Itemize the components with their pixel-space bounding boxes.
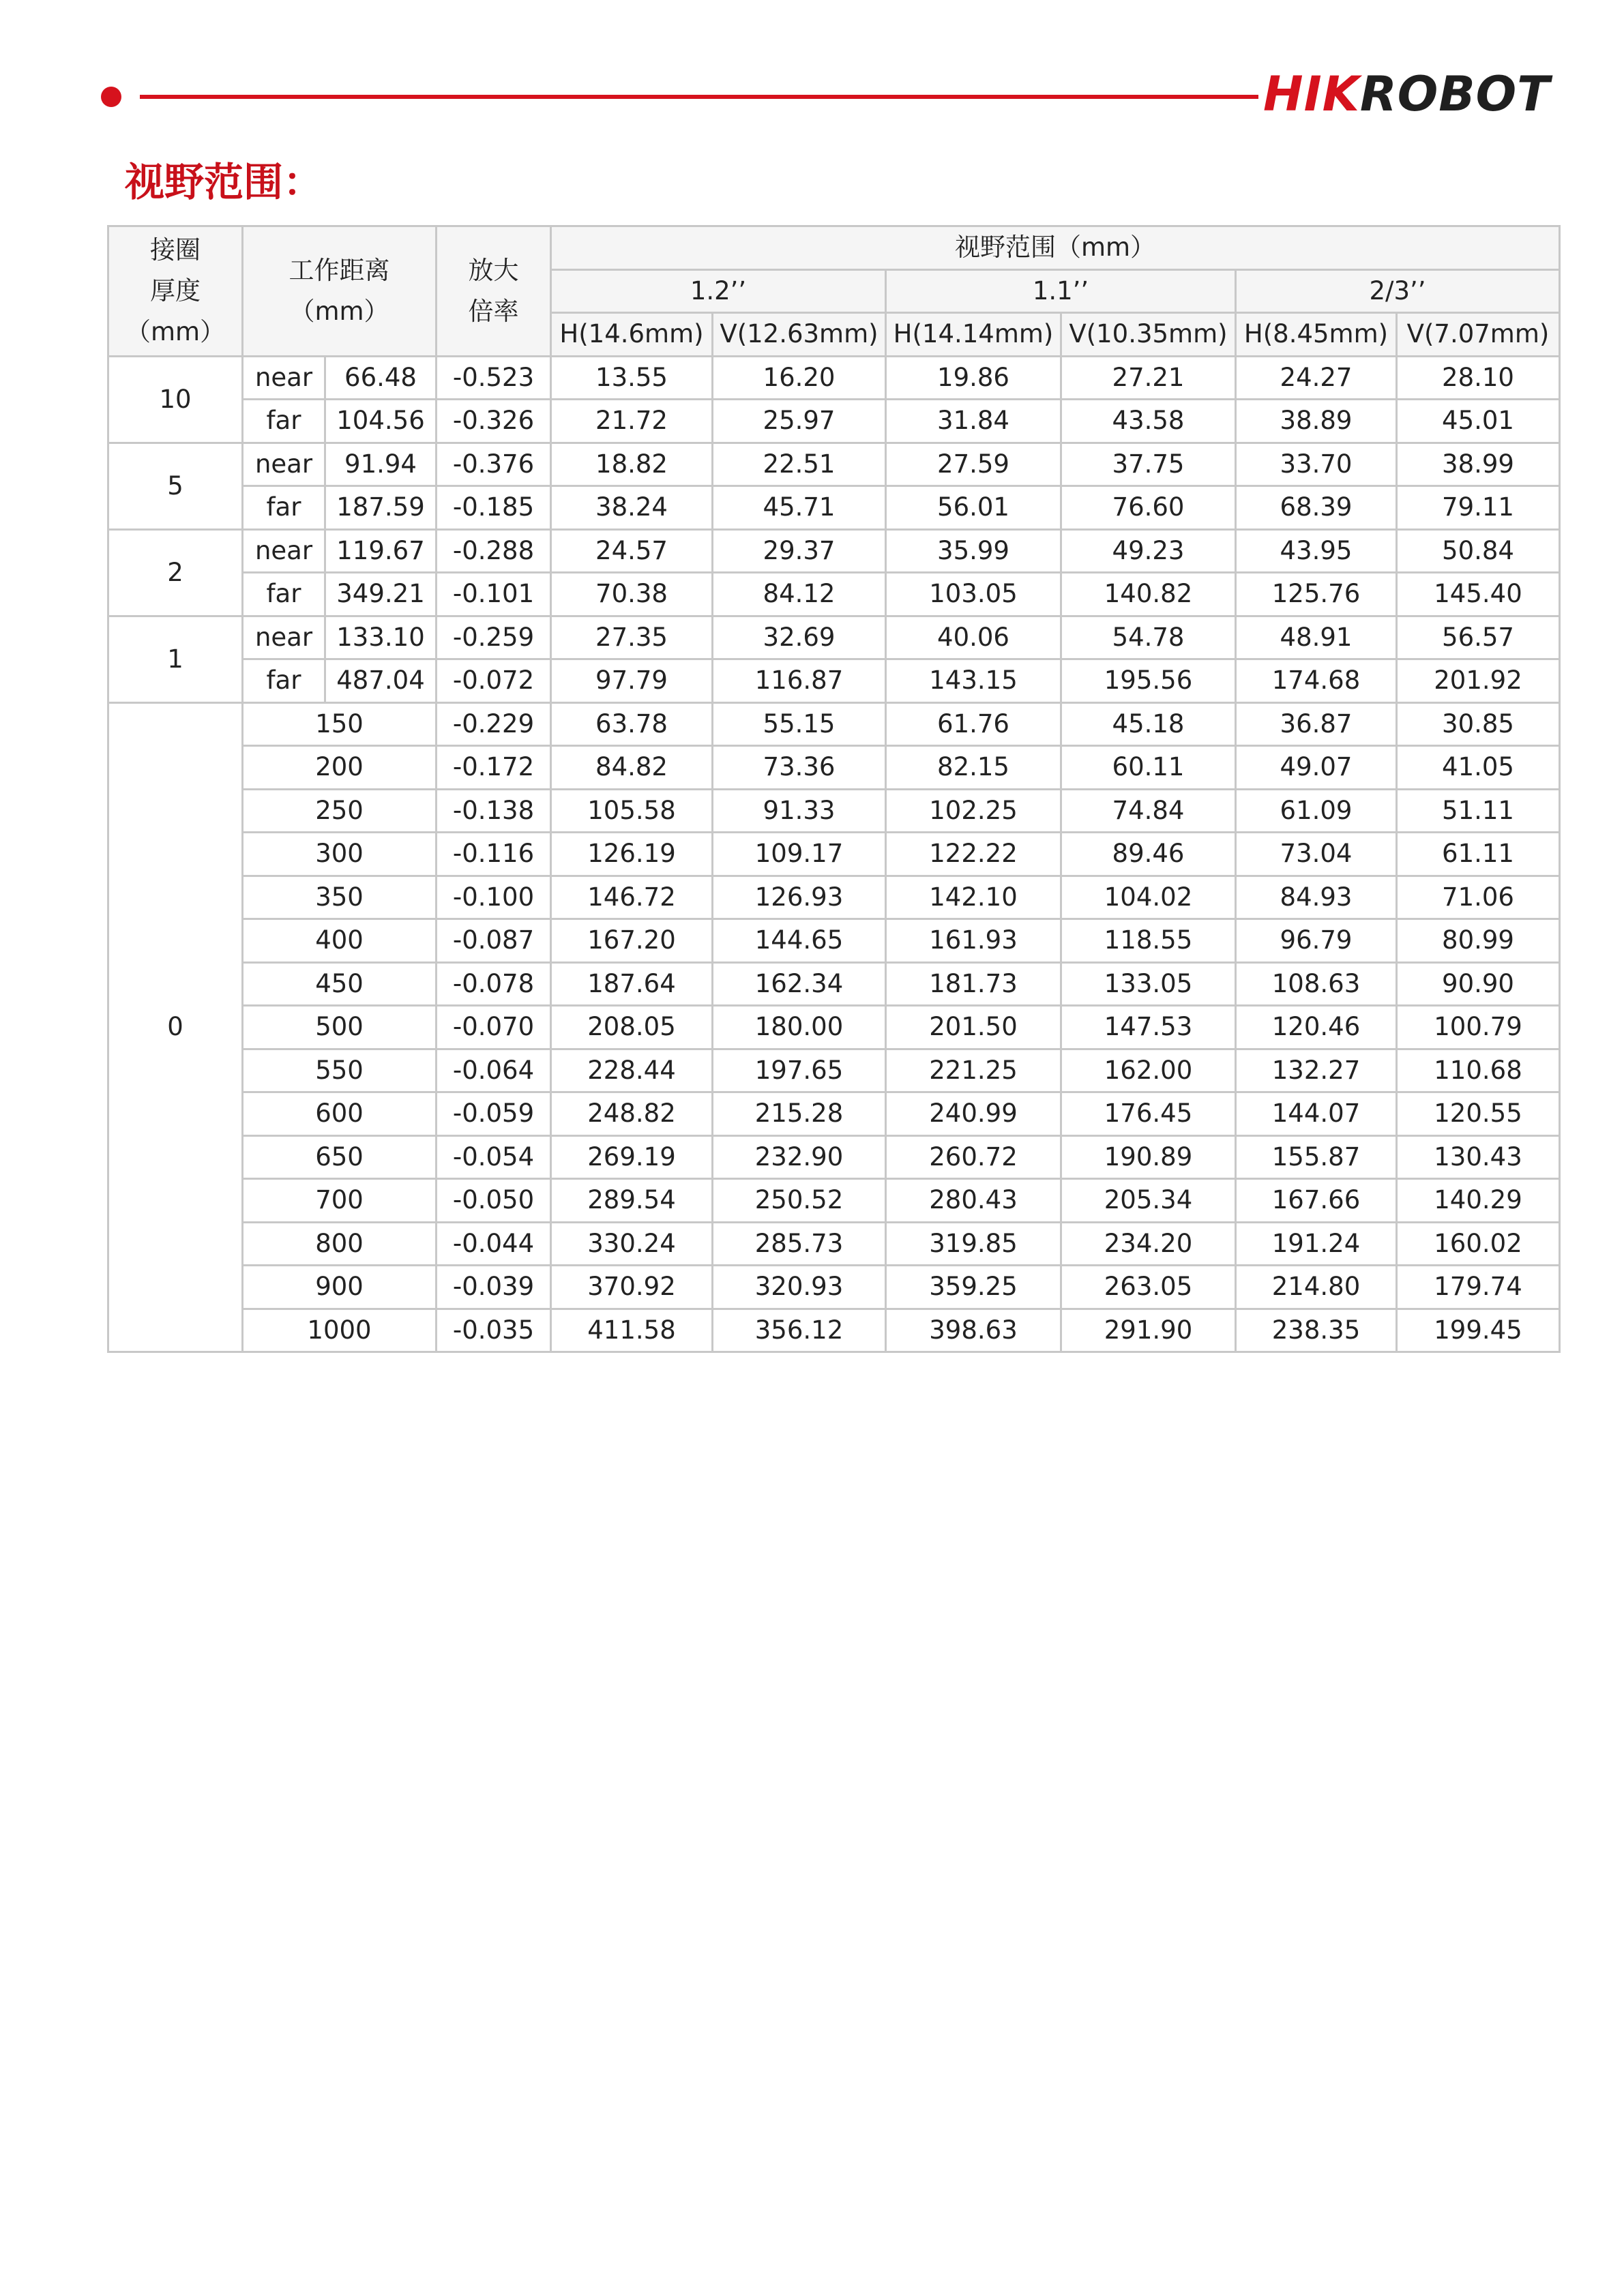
magnification-cell: -0.054 [437,1135,551,1179]
fov-value-cell: 40.06 [886,616,1061,659]
fov-value-cell: 49.07 [1236,746,1397,790]
working-distance-cell: 250 [243,789,437,833]
section-title: 视野范围： [125,159,323,205]
ring-thickness-cell: 10 [108,356,243,443]
working-distance-cell: 487.04 [325,659,437,703]
fov-value-cell: 82.15 [886,746,1061,790]
fov-value-cell: 49.23 [1061,529,1236,573]
fov-value-cell: 398.63 [886,1309,1061,1352]
working-distance-cell: 400 [243,919,437,963]
fov-value-cell: 181.73 [886,962,1061,1006]
near-far-label: far [243,573,325,616]
fov-value-cell: 208.05 [551,1006,713,1049]
working-distance-cell: 66.48 [325,356,437,400]
table-row [108,746,1560,790]
fov-value-cell: 232.90 [713,1135,886,1179]
fov-value-cell: 25.97 [713,400,886,443]
table-row [108,573,1560,616]
fov-value-cell: 45.01 [1397,400,1560,443]
fov-value-cell: 143.15 [886,659,1061,703]
fov-value-cell: 61.09 [1236,789,1397,833]
table-row [108,356,1560,400]
fov-value-cell: 146.72 [551,876,713,919]
working-distance-cell: 150 [243,702,437,746]
fov-value-cell: 63.78 [551,702,713,746]
working-distance-cell: 500 [243,1006,437,1049]
fov-value-cell: 140.29 [1397,1179,1560,1223]
working-distance-cell: 700 [243,1179,437,1223]
fov-value-cell: 68.39 [1236,486,1397,530]
magnification-cell: -0.326 [437,400,551,443]
fov-value-cell: 61.76 [886,702,1061,746]
near-far-label: far [243,400,325,443]
fov-table [107,225,1561,1353]
magnification-cell: -0.039 [437,1266,551,1309]
fov-value-cell: 238.35 [1236,1309,1397,1352]
fov-value-cell: 248.82 [551,1092,713,1136]
header-distance-line2: （mm） [289,296,389,326]
near-far-label: far [243,659,325,703]
working-distance-cell: 91.94 [325,443,437,486]
near-far-label: near [243,616,325,659]
fov-value-cell: 110.68 [1397,1049,1560,1092]
header-magnification [437,226,551,357]
fov-value-cell: 201.50 [886,1006,1061,1049]
header-dim: V(10.35mm) [1061,313,1236,357]
table-header [108,226,1560,357]
fov-value-cell: 179.74 [1397,1266,1560,1309]
fov-value-cell: 18.82 [551,443,713,486]
fov-value-cell: 187.64 [551,962,713,1006]
table-row [108,1179,1560,1223]
fov-value-cell: 71.06 [1397,876,1560,919]
fov-value-cell: 160.02 [1397,1222,1560,1266]
fov-value-cell: 45.18 [1061,702,1236,746]
fov-value-cell: 162.34 [713,962,886,1006]
fov-value-cell: 80.99 [1397,919,1560,963]
logo-robot: ROBOT [1359,66,1550,122]
magnification-cell: -0.288 [437,529,551,573]
fov-value-cell: 116.87 [713,659,886,703]
fov-value-cell: 201.92 [1397,659,1560,703]
working-distance-cell: 550 [243,1049,437,1092]
fov-value-cell: 250.52 [713,1179,886,1223]
fov-value-cell: 41.05 [1397,746,1560,790]
table-row [108,1006,1560,1049]
fov-value-cell: 28.10 [1397,356,1560,400]
fov-value-cell: 22.51 [713,443,886,486]
header-thickness-line2: 厚度 [150,275,201,305]
header-dim: H(8.45mm) [1236,313,1397,357]
table-row [108,1049,1560,1092]
fov-value-cell: 103.05 [886,573,1061,616]
table-row [108,789,1560,833]
table-row [108,529,1560,573]
fov-value-cell: 104.02 [1061,876,1236,919]
fov-value-cell: 30.85 [1397,702,1560,746]
fov-value-cell: 356.12 [713,1309,886,1352]
table-row [108,833,1560,876]
table-row [108,400,1560,443]
fov-value-cell: 180.00 [713,1006,886,1049]
fov-value-cell: 234.20 [1061,1222,1236,1266]
header-sensor-2-3: 2/3’’ [1236,269,1560,313]
table-row [108,919,1560,963]
table-row [108,1135,1560,1179]
header-dim: H(14.6mm) [551,313,713,357]
fov-value-cell: 43.58 [1061,400,1236,443]
table-row [108,1309,1560,1352]
fov-value-cell: 289.54 [551,1179,713,1223]
magnification-cell: -0.101 [437,573,551,616]
header-dot [101,87,121,107]
header-sensor-1-2: 1.2’’ [551,269,886,313]
working-distance-cell: 900 [243,1266,437,1309]
fov-value-cell: 280.43 [886,1179,1061,1223]
fov-value-cell: 142.10 [886,876,1061,919]
working-distance-cell: 450 [243,962,437,1006]
fov-value-cell: 191.24 [1236,1222,1397,1266]
fov-value-cell: 36.87 [1236,702,1397,746]
fov-value-cell: 105.58 [551,789,713,833]
table-row [108,1266,1560,1309]
fov-value-cell: 319.85 [886,1222,1061,1266]
fov-value-cell: 27.59 [886,443,1061,486]
fov-value-cell: 215.28 [713,1092,886,1136]
magnification-cell: -0.259 [437,616,551,659]
fov-value-cell: 260.72 [886,1135,1061,1179]
fov-value-cell: 61.11 [1397,833,1560,876]
fov-value-cell: 133.05 [1061,962,1236,1006]
fov-value-cell: 24.57 [551,529,713,573]
fov-value-cell: 140.82 [1061,573,1236,616]
ring-thickness-cell: 1 [108,616,243,702]
fov-value-cell: 13.55 [551,356,713,400]
ring-thickness-cell: 0 [108,702,243,1352]
magnification-cell: -0.376 [437,443,551,486]
logo-hik: HIK [1263,66,1360,122]
near-far-label: near [243,356,325,400]
fov-value-cell: 411.58 [551,1309,713,1352]
header-dim: V(7.07mm) [1397,313,1560,357]
fov-value-cell: 263.05 [1061,1266,1236,1309]
fov-value-cell: 48.91 [1236,616,1397,659]
fov-value-cell: 76.60 [1061,486,1236,530]
magnification-cell: -0.087 [437,919,551,963]
fov-value-cell: 132.27 [1236,1049,1397,1092]
magnification-cell: -0.229 [437,702,551,746]
table-row [108,962,1560,1006]
fov-value-cell: 24.27 [1236,356,1397,400]
fov-value-cell: 73.36 [713,746,886,790]
fov-value-cell: 145.40 [1397,573,1560,616]
working-distance-cell: 200 [243,746,437,790]
fov-value-cell: 161.93 [886,919,1061,963]
fov-value-cell: 74.84 [1061,789,1236,833]
fov-value-cell: 269.19 [551,1135,713,1179]
fov-value-cell: 56.57 [1397,616,1560,659]
working-distance-cell: 650 [243,1135,437,1179]
fov-value-cell: 32.69 [713,616,886,659]
fov-value-cell: 118.55 [1061,919,1236,963]
header-mag-line1: 放大 [468,255,519,285]
magnification-cell: -0.064 [437,1049,551,1092]
fov-value-cell: 84.93 [1236,876,1397,919]
working-distance-cell: 300 [243,833,437,876]
fov-value-cell: 38.24 [551,486,713,530]
magnification-cell: -0.100 [437,876,551,919]
fov-value-cell: 90.90 [1397,962,1560,1006]
ring-thickness-cell: 5 [108,443,243,529]
fov-value-cell: 162.00 [1061,1049,1236,1092]
ring-thickness-cell: 2 [108,529,243,616]
header-mag-line2: 倍率 [468,296,519,326]
header-working-distance [243,226,437,357]
table-row [108,702,1560,746]
magnification-cell: -0.523 [437,356,551,400]
magnification-cell: -0.035 [437,1309,551,1352]
fov-value-cell: 35.99 [886,529,1061,573]
fov-value-cell: 126.93 [713,876,886,919]
working-distance-cell: 119.67 [325,529,437,573]
fov-value-cell: 126.19 [551,833,713,876]
fov-value-cell: 96.79 [1236,919,1397,963]
fov-value-cell: 73.04 [1236,833,1397,876]
table-row [108,616,1560,659]
fov-value-cell: 228.44 [551,1049,713,1092]
fov-value-cell: 16.20 [713,356,886,400]
magnification-cell: -0.116 [437,833,551,876]
magnification-cell: -0.078 [437,962,551,1006]
hikrobot-logo [1263,67,1550,121]
fov-value-cell: 84.82 [551,746,713,790]
working-distance-cell: 187.59 [325,486,437,530]
fov-value-cell: 130.43 [1397,1135,1560,1179]
fov-value-cell: 33.70 [1236,443,1397,486]
fov-value-cell: 155.87 [1236,1135,1397,1179]
fov-value-cell: 197.65 [713,1049,886,1092]
header-dim: H(14.14mm) [886,313,1061,357]
fov-value-cell: 199.45 [1397,1309,1560,1352]
fov-value-cell: 120.46 [1236,1006,1397,1049]
header-sensor-1-1: 1.1’’ [886,269,1236,313]
fov-value-cell: 21.72 [551,400,713,443]
fov-value-cell: 38.89 [1236,400,1397,443]
table-row [108,443,1560,486]
fov-value-cell: 100.79 [1397,1006,1560,1049]
table-row [108,876,1560,919]
fov-value-cell: 50.84 [1397,529,1560,573]
fov-value-cell: 27.35 [551,616,713,659]
fov-value-cell: 174.68 [1236,659,1397,703]
header-distance-line1: 工作距离 [289,255,390,285]
fov-value-cell: 221.25 [886,1049,1061,1092]
magnification-cell: -0.050 [437,1179,551,1223]
fov-value-cell: 195.56 [1061,659,1236,703]
header-dim: V(12.63mm) [713,313,886,357]
table-row [108,486,1560,530]
working-distance-cell: 349.21 [325,573,437,616]
fov-value-cell: 190.89 [1061,1135,1236,1179]
fov-value-cell: 91.33 [713,789,886,833]
magnification-cell: -0.044 [437,1222,551,1266]
magnification-cell: -0.172 [437,746,551,790]
fov-value-cell: 125.76 [1236,573,1397,616]
fov-value-cell: 176.45 [1061,1092,1236,1136]
working-distance-cell: 800 [243,1222,437,1266]
fov-value-cell: 79.11 [1397,486,1560,530]
fov-value-cell: 27.21 [1061,356,1236,400]
fov-value-cell: 370.92 [551,1266,713,1309]
near-far-label: far [243,486,325,530]
table-row [108,659,1560,703]
magnification-cell: -0.059 [437,1092,551,1136]
fov-value-cell: 147.53 [1061,1006,1236,1049]
table-row [108,1222,1560,1266]
fov-value-cell: 29.37 [713,529,886,573]
header-rule [140,95,1258,99]
fov-value-cell: 167.20 [551,919,713,963]
fov-value-cell: 51.11 [1397,789,1560,833]
fov-value-cell: 214.80 [1236,1266,1397,1309]
header-fov: 视野范围（mm） [551,226,1560,270]
fov-value-cell: 108.63 [1236,962,1397,1006]
header-thickness [108,226,243,357]
fov-value-cell: 109.17 [713,833,886,876]
fov-value-cell: 102.25 [886,789,1061,833]
fov-value-cell: 38.99 [1397,443,1560,486]
magnification-cell: -0.070 [437,1006,551,1049]
fov-value-cell: 285.73 [713,1222,886,1266]
fov-value-cell: 167.66 [1236,1179,1397,1223]
fov-value-cell: 320.93 [713,1266,886,1309]
fov-value-cell: 37.75 [1061,443,1236,486]
fov-value-cell: 84.12 [713,573,886,616]
fov-value-cell: 89.46 [1061,833,1236,876]
fov-value-cell: 56.01 [886,486,1061,530]
table-body [108,356,1560,1352]
fov-value-cell: 97.79 [551,659,713,703]
fov-value-cell: 43.95 [1236,529,1397,573]
header-thickness-line3: （mm） [125,316,226,346]
fov-value-cell: 55.15 [713,702,886,746]
fov-value-cell: 31.84 [886,400,1061,443]
near-far-label: near [243,443,325,486]
fov-value-cell: 45.71 [713,486,886,530]
fov-value-cell: 120.55 [1397,1092,1560,1136]
magnification-cell: -0.138 [437,789,551,833]
magnification-cell: -0.072 [437,659,551,703]
working-distance-cell: 104.56 [325,400,437,443]
fov-value-cell: 60.11 [1061,746,1236,790]
fov-value-cell: 205.34 [1061,1179,1236,1223]
fov-value-cell: 240.99 [886,1092,1061,1136]
working-distance-cell: 1000 [243,1309,437,1352]
working-distance-cell: 133.10 [325,616,437,659]
magnification-cell: -0.185 [437,486,551,530]
table-row [108,1092,1560,1136]
working-distance-cell: 600 [243,1092,437,1136]
fov-value-cell: 144.65 [713,919,886,963]
working-distance-cell: 350 [243,876,437,919]
fov-value-cell: 330.24 [551,1222,713,1266]
fov-value-cell: 291.90 [1061,1309,1236,1352]
near-far-label: near [243,529,325,573]
fov-value-cell: 359.25 [886,1266,1061,1309]
header-thickness-line1: 接圈 [150,235,201,265]
fov-value-cell: 144.07 [1236,1092,1397,1136]
fov-value-cell: 19.86 [886,356,1061,400]
fov-value-cell: 54.78 [1061,616,1236,659]
fov-value-cell: 70.38 [551,573,713,616]
fov-value-cell: 122.22 [886,833,1061,876]
